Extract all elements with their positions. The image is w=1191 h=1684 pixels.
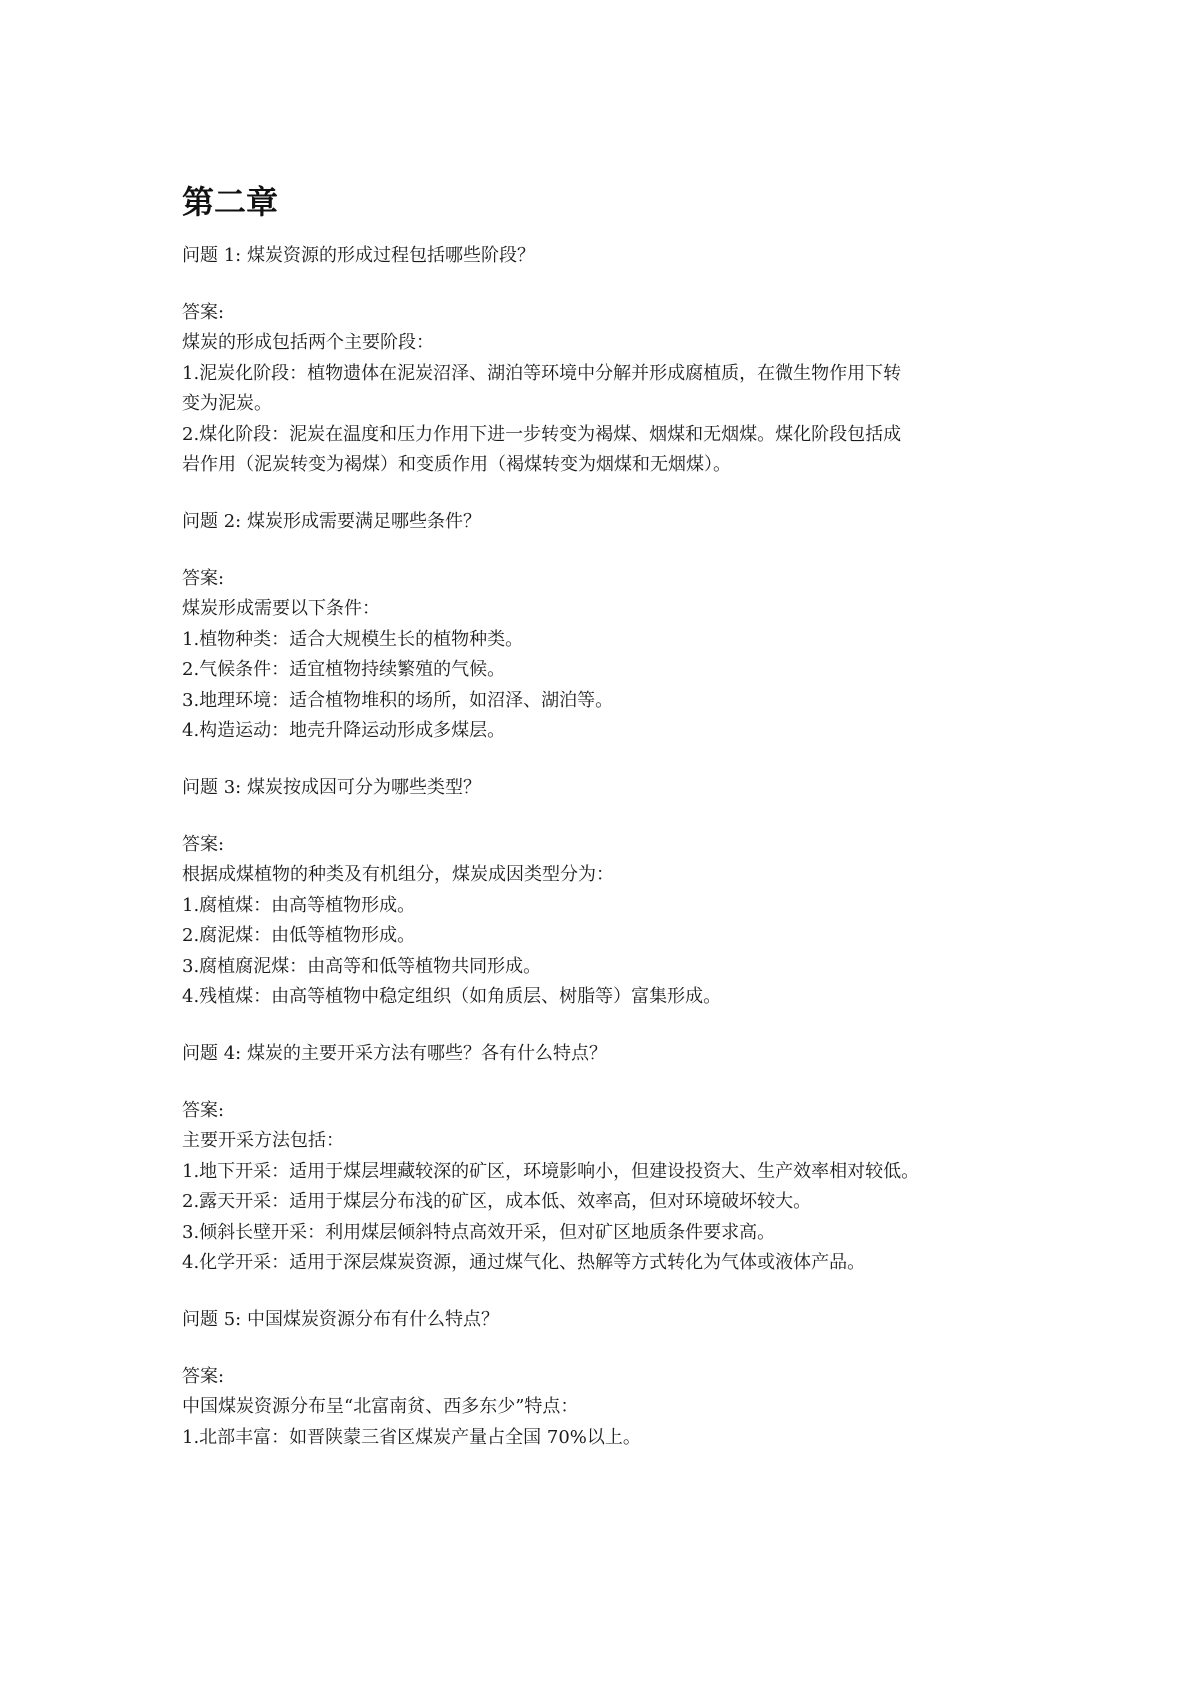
answer-intro-3: 根据成煤植物的种类及有机组分，煤炭成因类型分为： <box>182 864 614 885</box>
answer-intro-5: 中国煤炭资源分布呈“北富南贫、西多东少”特点： <box>182 1396 579 1417</box>
answer-intro-2: 煤炭形成需要以下条件： <box>182 598 380 619</box>
answer-item-2-2: 2.气候条件：适宜植物持续繁殖的气候。 <box>182 659 506 680</box>
question-5: 问题 5: 中国煤炭资源分布有什么特点？ <box>182 1309 499 1330</box>
answer-label-1: 答案: <box>182 302 225 323</box>
answer-item-3-1: 1.腐植煤：由高等植物形成。 <box>182 895 416 916</box>
question-3: 问题 3: 煤炭按成因可分为哪些类型？ <box>182 777 481 798</box>
answer-item-3-3: 3.腐植腐泥煤：由高等和低等植物共同形成。 <box>182 956 542 977</box>
answer-item-4-1: 1.地下开采：适用于煤层埋藏较深的矿区，环境影响小，但建设投资大、生产效率相对较低。 <box>182 1161 920 1182</box>
answer-item-1-2-cont: 岩作用（泥炭转变为褐煤）和变质作用（褐煤转变为烟煤和无烟煤）。 <box>182 454 731 475</box>
chapter-title: 第二章 <box>182 183 279 221</box>
question-4: 问题 4: 煤炭的主要开采方法有哪些？各有什么特点？ <box>182 1043 607 1064</box>
answer-item-2-3: 3.地理环境：适合植物堆积的场所，如沼泽、湖泊等。 <box>182 690 614 711</box>
answer-intro-4: 主要开采方法包括： <box>182 1130 344 1151</box>
answer-label-3: 答案: <box>182 834 225 855</box>
answer-label-5: 答案: <box>182 1366 225 1387</box>
answer-item-5-1: 1.北部丰富：如晋陕蒙三省区煤炭产量占全国 70%以上。 <box>182 1427 641 1448</box>
answer-item-4-4: 4.化学开采：适用于深层煤炭资源，通过煤气化、热解等方式转化为气体或液体产品。 <box>182 1252 866 1273</box>
question-1: 问题 1: 煤炭资源的形成过程包括哪些阶段？ <box>182 245 535 266</box>
answer-item-3-4: 4.残植煤：由高等植物中稳定组织（如角质层、树脂等）富集形成。 <box>182 986 722 1007</box>
answer-label-2: 答案: <box>182 568 225 589</box>
answer-item-2-1: 1.植物种类：适合大规模生长的植物种类。 <box>182 629 524 650</box>
answer-label-4: 答案: <box>182 1100 225 1121</box>
answer-item-2-4: 4.构造运动：地壳升降运动形成多煤层。 <box>182 720 506 741</box>
answer-item-1-2: 2.煤化阶段：泥炭在温度和压力作用下进一步转变为褐煤、烟煤和无烟煤。煤化阶段包括成 <box>182 424 902 445</box>
answer-intro-1: 煤炭的形成包括两个主要阶段： <box>182 332 434 353</box>
answer-item-1-1-cont: 变为泥炭。 <box>182 393 272 414</box>
answer-item-3-2: 2.腐泥煤：由低等植物形成。 <box>182 925 416 946</box>
answer-item-1-1: 1.泥炭化阶段：植物遗体在泥炭沼泽、湖泊等环境中分解并形成腐植质，在微生物作用下转 <box>182 363 902 384</box>
question-2: 问题 2: 煤炭形成需要满足哪些条件？ <box>182 511 481 532</box>
answer-item-4-3: 3.倾斜长壁开采：利用煤层倾斜特点高效开采，但对矿区地质条件要求高。 <box>182 1222 776 1243</box>
answer-item-4-2: 2.露天开采：适用于煤层分布浅的矿区，成本低、效率高，但对环境破坏较大。 <box>182 1191 812 1212</box>
